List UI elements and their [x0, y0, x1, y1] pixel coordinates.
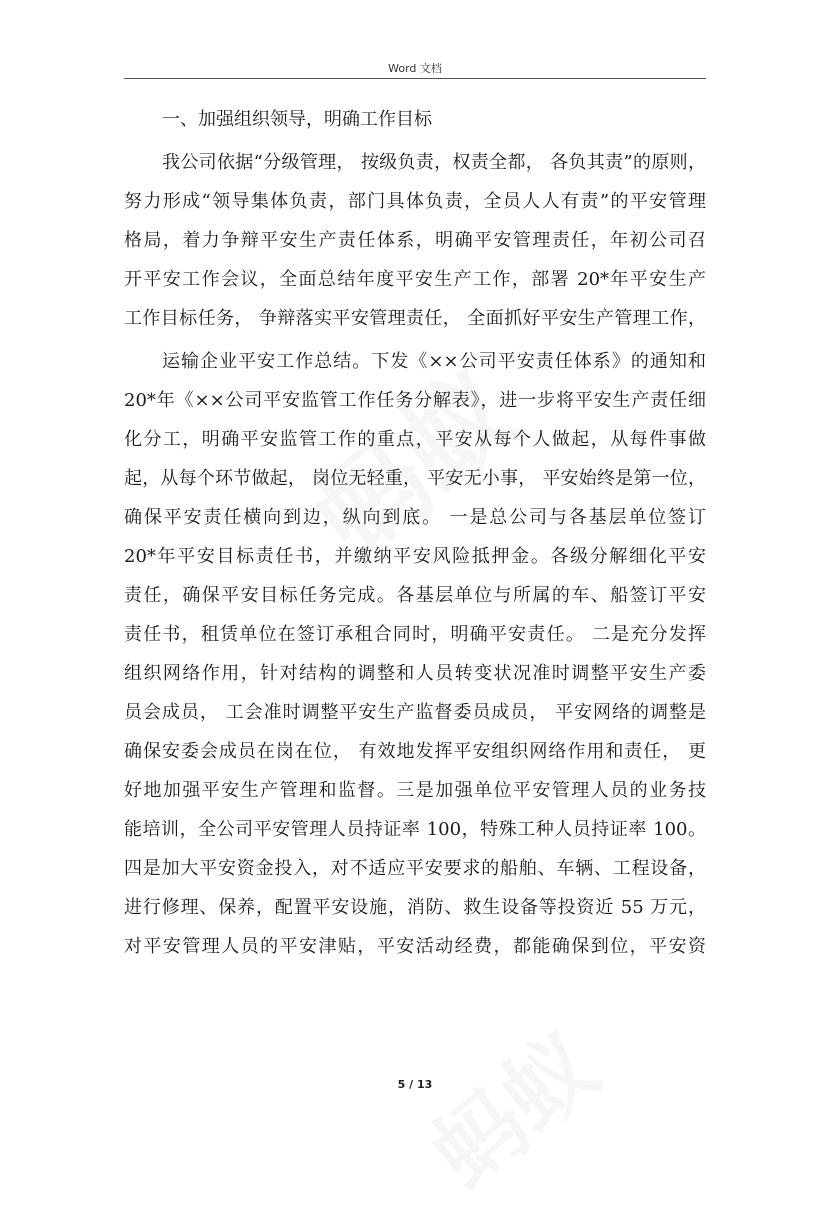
paragraph-line: 20*年平安目标责任书，并缴纳平安风险抵押金。各级分解细化平安: [124, 546, 706, 567]
paragraph-line: 20*年《××公司平安监管工作任务分解表》，进一步将平安生产责任细: [124, 390, 706, 411]
page-separator: /: [409, 1078, 414, 1091]
paragraph-line: 进行修理、保养，配置平安设施，消防、救生设备等投资近 55 万元，: [124, 897, 706, 918]
paragraph-line: 起，从每个环节做起， 岗位无轻重， 平安无小事， 平安始终是第一位，: [124, 468, 706, 489]
paragraph-line: 我公司依据“分级管理， 按级负责，权责全都， 各负其责”的原则，: [162, 152, 706, 173]
paragraph-line: 运输企业平安工作总结。下发《××公司平安责任体系》的通知和: [162, 351, 706, 372]
page-number: [0, 1078, 830, 1091]
paragraph-line: 确保平安责任横向到边，纵向到底。 一是总公司与各基层单位签订: [124, 507, 706, 528]
paragraph-line: 责任，确保平安目标任务完成。各基层单位与所属的车、船签订平安: [124, 585, 706, 606]
page-header: [124, 60, 706, 79]
paragraph-line: 好地加强平安生产管理和监督。三是加强单位平安管理人员的业务技: [124, 780, 706, 801]
page-total: 13: [417, 1078, 433, 1091]
paragraph-line: 开平安工作会议，全面总结年度平安生产工作，部署 20*年平安生产: [124, 269, 706, 290]
paragraph-line: 工作目标任务， 争辩落实平安管理责任， 全面抓好平安生产管理工作，: [124, 308, 706, 329]
header-title: Word 文档: [388, 62, 442, 75]
paragraph-line: 努力形成“领导集体负责，部门具体负责，全员人人有责”的平安管理: [124, 191, 706, 212]
paragraph-line: 能培训，全公司平安管理人员持证率 100，特殊工种人员持证率 100。: [124, 819, 706, 840]
document-body: [124, 100, 706, 966]
paragraph-line: 化分工，明确平安监管工作的重点，平安从每个人做起，从每件事做: [124, 429, 706, 450]
paragraph-line: 确保安委会成员在岗在位， 有效地发挥平安组织网络作用和责任， 更: [124, 741, 706, 762]
watermark: [399, 997, 620, 1212]
paragraph-line: 责任书，租赁单位在签订承租合同时，明确平安责任。 二是充分发挥: [124, 624, 706, 645]
section-heading: 一、加强组织领导，明确工作目标: [162, 109, 432, 130]
paragraph-line: 四是加大平安资金投入，对不适应平安要求的船舶、车辆、工程设备，: [124, 858, 706, 879]
paragraph-line: 员会成员， 工会准时调整平安生产监督委员成员， 平安网络的调整是: [124, 702, 706, 723]
paragraph-line: 对平安管理人员的平安津贴，平安活动经费，都能确保到位，平安资: [124, 936, 706, 957]
paragraph-line: 组织网络作用，针对结构的调整和人员转变状况准时调整平安生产委: [124, 663, 706, 684]
page-current: 5: [397, 1078, 406, 1091]
paragraph-line: 格局，着力争辩平安生产责任体系，明确平安管理责任，年初公司召: [124, 230, 706, 251]
